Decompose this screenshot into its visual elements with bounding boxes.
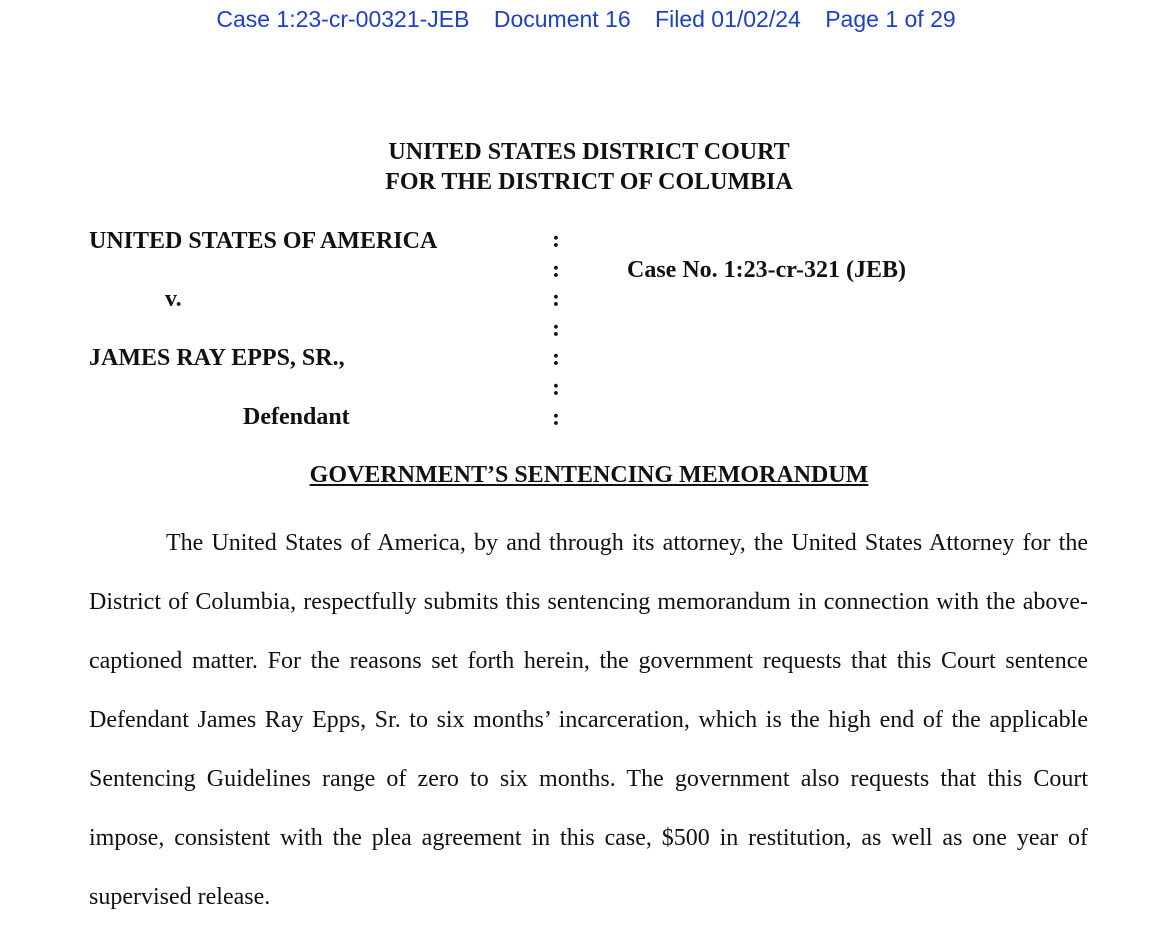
ecf-page-number: Page 1 of 29 bbox=[825, 6, 956, 32]
caption-colon: : bbox=[552, 315, 560, 342]
body-paragraph: The United States of America, by and through its attorney, the United States Attorney for the District of Columbia, respectfully submits this sentencing memorandum in connection with the above-captioned matter. For the reasons set forth herein, the government requests that this Court sentence Defendant James Ray Epps, Sr. to six months’ incarceration, which is the high end of the applicable Sentencing Guidelines range of zero to six months. The government also requests that this Court impose, consistent with the plea agreement in this case, $500 in restitution, as well as one year of supervised release. bbox=[89, 530, 1088, 910]
caption-colon: : bbox=[552, 374, 560, 401]
caption-versus: v. bbox=[165, 286, 182, 312]
caption-defendant-name: JAMES RAY EPPS, SR., bbox=[89, 345, 345, 371]
ecf-filed-date: Filed 01/02/24 bbox=[655, 6, 801, 32]
caption-colon: : bbox=[552, 227, 560, 253]
caption-colon: : bbox=[552, 256, 560, 283]
ecf-filing-header bbox=[0, 6, 1172, 33]
caption-colon: : bbox=[552, 286, 560, 313]
caption-defendant-label: Defendant bbox=[243, 404, 350, 430]
court-name-line-2: FOR THE DISTRICT OF COLUMBIA bbox=[385, 169, 793, 195]
case-number: Case No. 1:23-cr-321 (JEB) bbox=[627, 257, 907, 283]
court-name bbox=[0, 137, 1172, 197]
caption-colon: : bbox=[552, 345, 560, 372]
caption-colon-column bbox=[550, 226, 562, 433]
ecf-case-number: Case 1:23-cr-00321-JEB bbox=[216, 6, 470, 32]
ecf-document-number: Document 16 bbox=[493, 6, 631, 32]
document-title: GOVERNMENT’S SENTENCING MEMORANDUM bbox=[309, 462, 869, 488]
caption-plaintiff: UNITED STATES OF AMERICA bbox=[89, 228, 438, 254]
court-name-line-1: UNITED STATES DISTRICT COURT bbox=[388, 139, 790, 165]
caption-colon: : bbox=[552, 404, 560, 431]
